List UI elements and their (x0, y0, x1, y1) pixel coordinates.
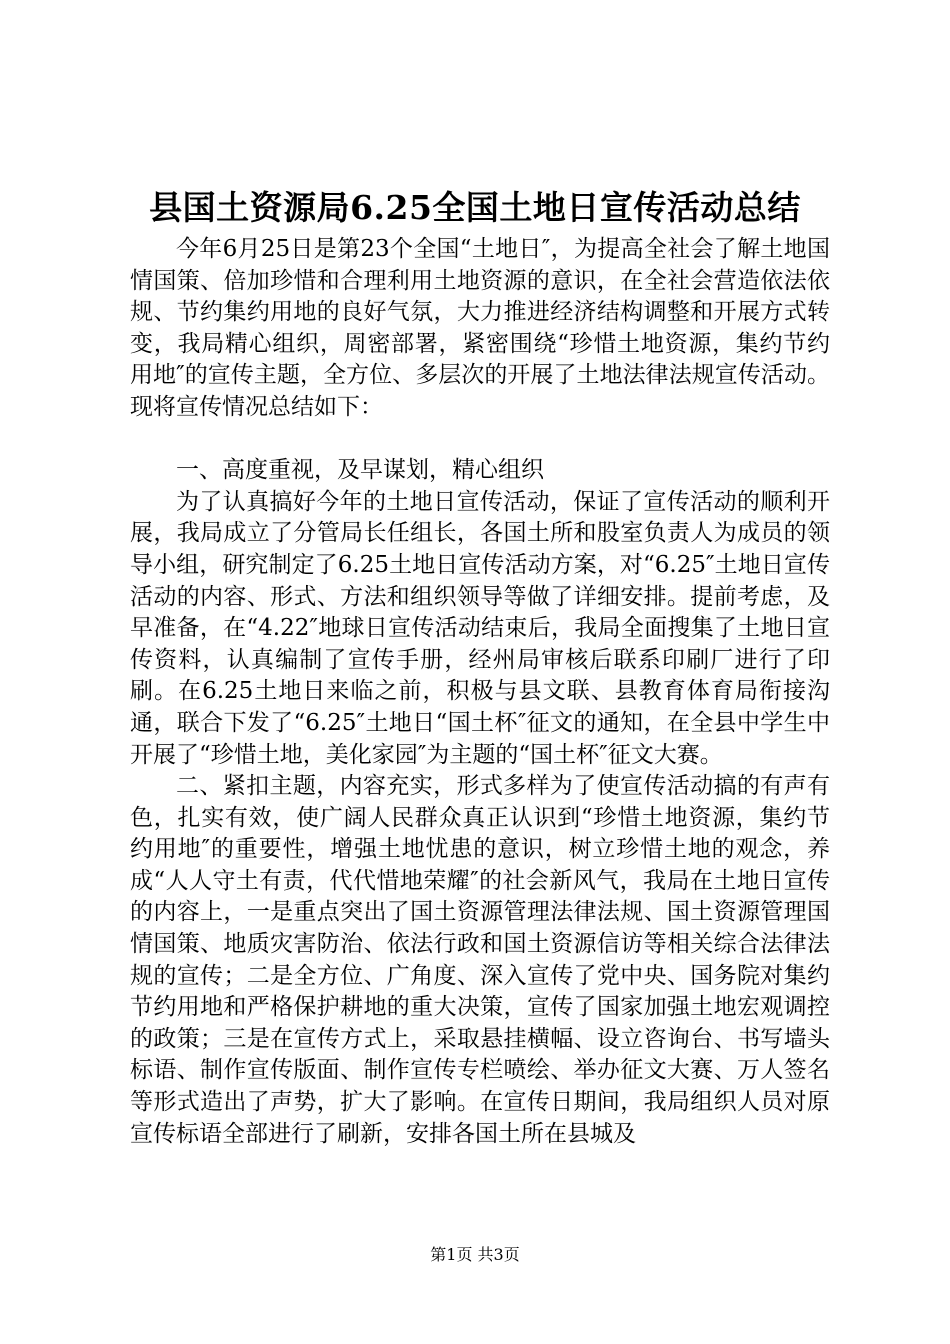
document-body (130, 234, 830, 1150)
section-1-paragraph: 为了认真搞好今年的土地日宣传活动，保证了宣传活动的顺利开展，我局成立了分管局长任组长，各国土所和股室负责人为成员的领导小组，研究制定了6.25土地日宣传活动方案，对“6.25″土地日宣传活动的内容、形式、方法和组织领导等做了详细安排。提前考虑，及早准备，在“4.22″地球日宣传活动结束后，我局全面搜集了土地日宣传资料，认真编制了宣传手册，经州局审核后联系印刷厂进行了印刷。在6.25土地日来临之前，积极与县文联、县教育体育局衔接沟通，联合下发了“6.25″土地日“国土杯″征文的通知，在全县中学生中开展了“珍惜土地，美化家园″为主题的“国土杯″征文大赛。 (130, 488, 830, 768)
intro-paragraph: 今年6月25日是第23个全国“土地日″，为提高全社会了解土地国情国策、倍加珍惜和合理利用土地资源的意识，在全社会营造依法依规、节约集约用地的良好气氛，大力推进经济结构调整和开展方式转变，我局精心组织，周密部署，紧密围绕“珍惜土地资源，集约节约用地″的宣传主题，全方位、多层次的开展了土地法律法规宣传活动。现将宣传情况总结如下： (130, 236, 830, 420)
section-heading-1: 一、高度重视，及早谋划，精心组织 (176, 457, 544, 484)
page-footer: 第1页 共3页 (430, 1245, 520, 1264)
section-2-paragraph: 二、紧扣主题，内容充实，形式多样为了使宣传活动搞的有声有色，扎实有效，使广阔人民群众真正认识到“珍惜土地资源，集约节约用地″的重要性，增强土地忧患的意识，树立珍惜土地的观念，养成“人人守土有责，代代惜地荣耀″的社会新风气，我局在土地日宣传的内容上，一是重点突出了国土资源管理法律法规、国土资源管理国情国策、地质灾害防治、依法行政和国土资源信访等相关综合法律法规的宣传；二是全方位、广角度、深入宣传了党中央、国务院对集约节约用地和严格保护耕地的重大决策，宣传了国家加强土地宏观调控的政策；三是在宣传方式上，采取悬挂横幅、设立咨询台、书写墙头标语、制作宣传版面、制作宣传专栏喷绘、举办征文大赛、万人签名等形式造出了声势，扩大了影响。在宣传日期间，我局组织人员对原宣传标语全部进行了刷新，安排各国土所在县城及 (130, 773, 830, 1147)
document-title: 县国土资源局6.25全国土地日宣传活动总结 (149, 188, 801, 227)
